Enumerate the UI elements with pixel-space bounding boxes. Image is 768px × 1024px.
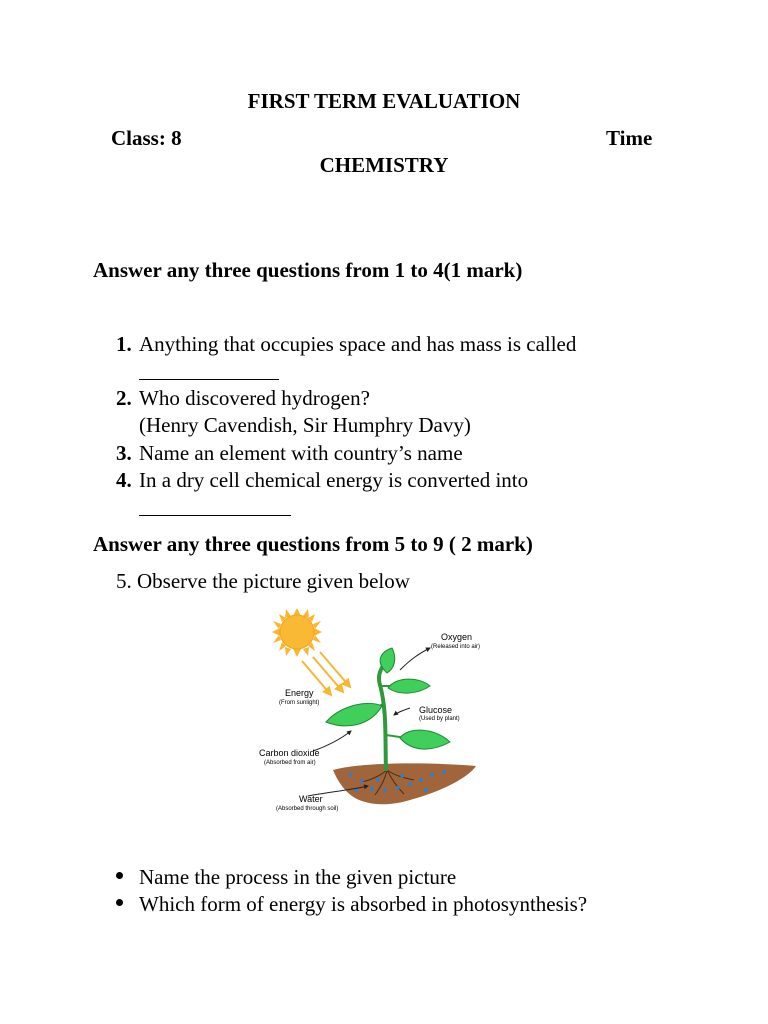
section2-heading: Answer any three questions from 5 to 9 ( 2 mark) bbox=[93, 532, 533, 556]
question-number: 2. bbox=[116, 386, 132, 410]
question-number: 3. bbox=[116, 441, 132, 465]
section1-heading: Answer any three questions from 1 to 4(1 mark) bbox=[93, 258, 523, 282]
class-label: Class: 8 bbox=[111, 126, 182, 150]
sun-icon bbox=[272, 608, 322, 657]
label-glucose-sub: (Used by plant) bbox=[419, 716, 460, 722]
bullet-icon bbox=[116, 899, 123, 906]
plant-leaves bbox=[326, 648, 453, 749]
subject-title: CHEMISTRY bbox=[319, 153, 449, 177]
question-number: 1. bbox=[116, 332, 132, 356]
question-text: In a dry cell chemical energy is converted into bbox=[139, 468, 529, 492]
bullet-icon bbox=[116, 872, 123, 879]
time-label: Time bbox=[606, 126, 653, 150]
question-number: 4. bbox=[116, 468, 132, 492]
label-oxygen-sub: (Released into air) bbox=[431, 644, 481, 650]
question-text: Anything that occupies space and has mass is called bbox=[139, 332, 577, 356]
label-carbon-dioxide-sub: (Absorbed from air) bbox=[264, 760, 316, 766]
label-glucose: Glucose bbox=[419, 705, 453, 715]
label-carbon-dioxide: Carbon dioxide bbox=[259, 748, 320, 758]
label-water: Water bbox=[299, 794, 323, 804]
plant-stem bbox=[379, 662, 386, 771]
sub-question-text: Which form of energy is absorbed in photosynthesis? bbox=[139, 892, 588, 916]
label-energy-sub: (From sunlight) bbox=[279, 700, 320, 706]
question-text: Who discovered hydrogen? bbox=[139, 386, 370, 410]
label-oxygen: Oxygen bbox=[441, 632, 473, 642]
soil-mound bbox=[333, 763, 476, 804]
sub-question-text: Name the process in the given picture bbox=[139, 865, 457, 889]
label-energy: Energy bbox=[285, 688, 314, 698]
question-options: (Henry Cavendish, Sir Humphry Davy) bbox=[139, 413, 471, 437]
label-water-sub: (Absorbed through soil) bbox=[276, 806, 339, 812]
exam-title: FIRST TERM EVALUATION bbox=[247, 89, 521, 113]
question-5-text: 5. Observe the picture given below bbox=[116, 569, 410, 593]
question-text: Name an element with country’s name bbox=[139, 441, 463, 465]
